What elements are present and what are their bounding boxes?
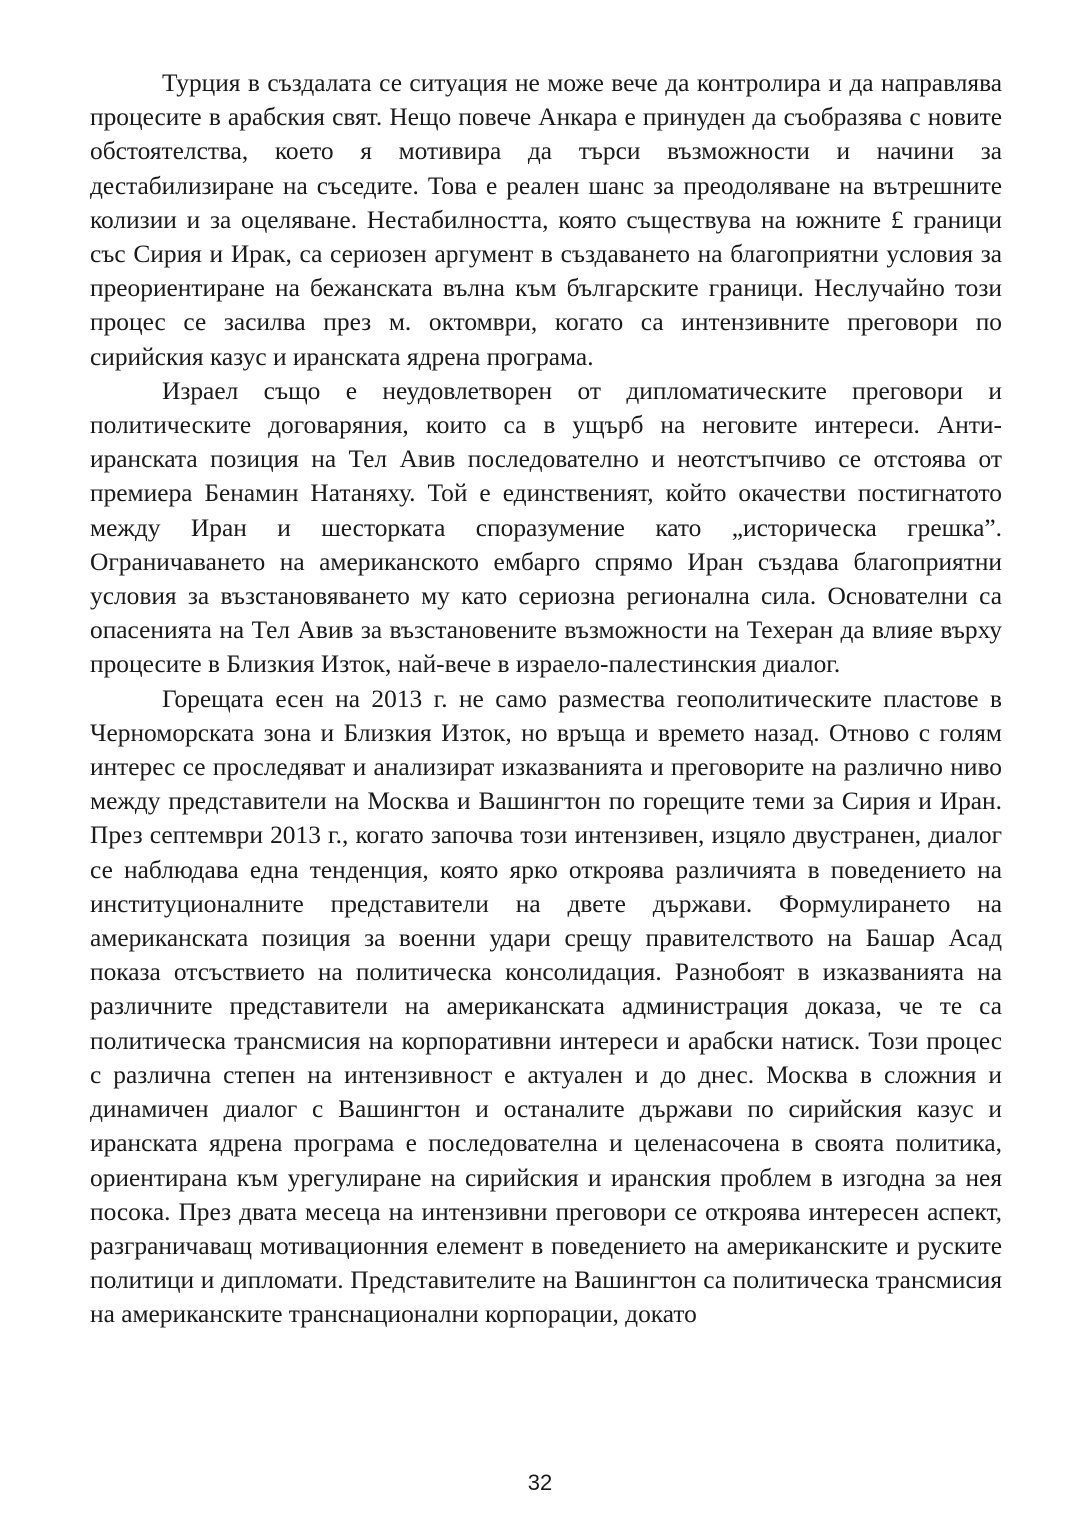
- paragraph-israel: Израел също е неудовлетворен от дипломатическите преговори и политическите договаряния, които са в ущърб на неговите интереси. Антииранската позиция на Тел Авив последователно и неотстъпчиво се отстоява от премиера Бенамин Натаняху. Той е единственият, който окачестви постигнатото между Иран и шесторката споразумение като „историческа грешка”. Ограничаването на американското ембарго спрямо Иран създава благоприятни условия за възстановяването му като сериозна регионална сила. Основателни са опасенията на Тел Авив за възстановените възможности на Техеран да влияе върху процесите в Близкия Изток, най-вече в израело-палестинския диалог.: [90, 376, 1002, 679]
- page-body: [90, 66, 1002, 1332]
- paragraph-turkey: Турция в създалата се ситуация не може вече да контролира и да направлява процесите в арабския свят. Нещо повече Анкара е принуден да съобразява с новите обстоятелства, което я мотивира да търси възможности и начини за дестабилизиране на съседите. Това е реален шанс за преодоляване на вътрешните колизии и за оцеляване. Нестабилността, която съществува на южните £ граници със Сирия и Ирак, са сериозен аргумент в създаването на благоприятни условия за преориентиране на бежанската вълна към българските граници. Неслучайно този процес се засилва през м. октомври, когато са интензивните преговори по сирийския казус и иранската ядрена програма.: [90, 69, 1002, 371]
- page-number: 32: [527, 1470, 553, 1495]
- paragraph-autumn-2013: Горещата есен на 2013 г. не само размества геополитическите пластове в Черноморската зона и Близкия Изток, но връща и времето назад. Отново с голям интерес се проследяват и анализират изказванията и преговорите на различно ниво между представители на Москва и Вашингтон по горещите теми за Сирия и Иран. През септември 2013 г., когато започва този интензивен, изцяло двустранен, диалог се наблюдава една тенденция, която ярко откроява различията в поведението на институционалните представители на двете държави. Формулирането на американската позиция за военни удари срещу правителството на Башар Асад показа отсъствието на политическа консолидация. Разнобоят в изказванията на различните представители на американската администрация доказа, че те са политическа трансмисия на корпоративни интереси и арабски натиск. Този процес с различна степен на интензивност е актуален и до днес. Москва в сложния и динамичен диалог с Вашингтон и останалите държави по сирийския казус и иранската ядрена програма е последователна и целенасочена в своята политика, ориентирана към урегулиране на сирийския и иранския проблем в изгодна за нея посока. През двата месеца на интензивни преговори се откроява интересен аспект, разграничаващ мотивационния елемент в поведението на американските и руските политици и дипломати. Представителите на Вашингтон са политическа трансмисия на американските транснационални корпорации, докато: [90, 684, 1002, 1329]
